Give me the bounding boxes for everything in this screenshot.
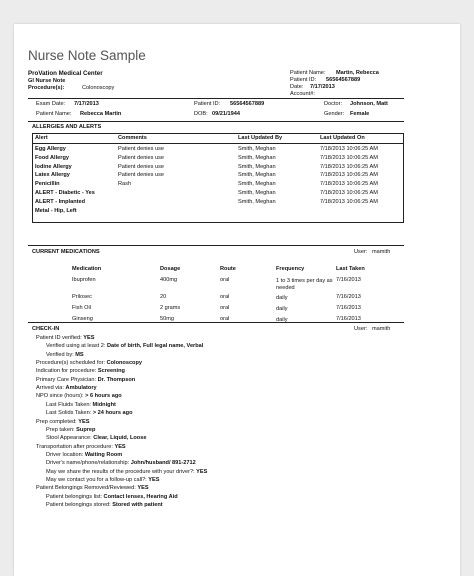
allergy-updated-on: 7/18/2013 10:06:25 AM <box>320 181 378 188</box>
checkin-item-label: Prep taken: <box>46 426 77 433</box>
checkin-item-value: MS <box>75 351 84 358</box>
allergy-alert: Egg Allergy <box>35 146 66 152</box>
note-type: GI Nurse Note <box>28 78 66 84</box>
allergy-updated-by: Smith, Meghan <box>238 198 276 205</box>
checkin-item <box>46 470 207 476</box>
checkin-item-value: Ambulatory <box>65 385 97 392</box>
allergy-comments: Patient denies use <box>118 146 165 152</box>
checkin-item <box>46 461 196 467</box>
checkin-item <box>36 394 122 400</box>
allergy-updated-on: 7/18/2013 10:06:25 AM <box>320 154 378 161</box>
checkin-item <box>46 411 133 417</box>
checkin-item-label: May we contact you for a follow-up call?: <box>46 476 149 483</box>
checkin-item-value: John/husband/ 891-2712 <box>130 460 196 467</box>
patient-name-value: Rebecca Martin <box>80 111 122 117</box>
allergy-updated-by: Smith, Meghan <box>238 190 276 196</box>
allergy-comments: Patient denies use <box>118 163 165 170</box>
exam-date-value: 7/17/2013 <box>74 101 99 107</box>
checkin-item-value: Clear, Liquid, Loose <box>93 435 147 442</box>
medication-dosage: 400mg <box>160 277 178 283</box>
checkin-item-label: Procedure(s) scheduled for: <box>36 360 107 367</box>
medication-route: oral <box>220 277 230 283</box>
medication-last-taken: 7/16/2013 <box>336 277 361 283</box>
patient-name-label: Patient Name: <box>36 111 72 117</box>
checkin-item-label: Verified by: <box>46 351 76 358</box>
allergy-updated-by: Smith, Meghan <box>238 172 276 179</box>
procedure-value: Colonoscopy <box>82 85 115 91</box>
checkin-item <box>36 336 94 342</box>
allergies-heading: ALLERGIES AND ALERTS <box>32 124 102 130</box>
checkin-heading: CHECK-IN <box>32 326 60 332</box>
checkin-item-value: Waiting Room <box>84 451 123 458</box>
dob-label: DOB: <box>194 111 208 117</box>
medication-route: oral <box>220 316 230 322</box>
checkin-item <box>46 503 163 509</box>
header-patient-id-value: 56564567889 <box>326 77 361 83</box>
header-account-label: Account#: <box>290 91 315 97</box>
medications-heading: CURRENT MEDICATIONS <box>32 249 100 255</box>
medication-last-taken: 7/16/2013 <box>336 316 361 322</box>
checkin-item-value: YES <box>78 418 90 425</box>
allergies-col-comments: Comments <box>118 135 147 141</box>
medication-route: oral <box>220 305 230 311</box>
allergy-comments: Patient denies use <box>118 172 165 179</box>
checkin-item <box>36 378 135 384</box>
checkin-item-label: Indication for procedure: <box>36 368 98 375</box>
checkin-item-label: Patient belongings stored: <box>46 502 113 508</box>
divider <box>28 245 404 246</box>
header-date-label: Date: <box>290 84 304 90</box>
checkin-item-value: YES <box>83 335 95 341</box>
procedure-label: Procedure(s): <box>28 85 65 91</box>
checkin-item-label: Stool Appearance: <box>46 435 94 442</box>
medication-frequency: daily <box>276 317 288 323</box>
gender-label: Gender: <box>324 111 345 117</box>
checkin-item <box>46 478 160 484</box>
allergy-alert: Penicillin <box>35 181 60 188</box>
checkin-item <box>36 420 90 426</box>
checkin-item-label: Last Fluids Taken: <box>46 401 93 408</box>
medication-name: Ibuprofen <box>72 277 96 283</box>
document-title: Nurse Note Sample <box>28 48 146 63</box>
allergy-updated-on: 7/18/2013 10:06:25 AM <box>320 163 378 170</box>
medications-user-label: User: <box>354 249 368 255</box>
divider <box>28 121 404 122</box>
header-patient-id-label: Patient ID: <box>290 77 317 83</box>
patient-id-value: 56564567889 <box>230 101 265 107</box>
allergy-alert: Food Allergy <box>35 154 69 161</box>
center-name: ProVation Medical Center <box>28 70 103 77</box>
checkin-item-value: Suprep <box>76 426 96 433</box>
checkin-item-value: Screening <box>97 368 125 375</box>
exam-date-label: Exam Date: <box>36 101 66 107</box>
medication-dosage: 2 grams <box>160 305 181 311</box>
checkin-item <box>46 453 122 459</box>
checkin-user-label: User: <box>354 326 368 332</box>
checkin-item-value: > 24 hours ago <box>92 410 133 417</box>
medication-frequency: daily <box>276 295 288 301</box>
gender-value: Female <box>350 111 370 117</box>
checkin-item-label: Patient ID verified: <box>36 335 84 341</box>
checkin-item-label: Verified using at least 2: <box>46 343 107 350</box>
allergy-alert: Latex Allergy <box>35 172 70 179</box>
meds-col-last-taken: Last Taken <box>336 266 365 272</box>
checkin-item-label: Patient belongings list: <box>46 493 104 500</box>
checkin-item-label: Last Solids Taken: <box>46 410 93 417</box>
checkin-item-label: Driver's name/phone/relationship: <box>46 460 131 467</box>
allergies-col-on: Last Updated On <box>320 135 365 141</box>
allergy-alert-continued: Metal - Hip, Left <box>35 207 77 214</box>
checkin-item-value: Stored with patient <box>112 502 163 508</box>
allergy-updated-by: Smith, Meghan <box>238 154 276 161</box>
checkin-item-value: YES <box>114 443 126 450</box>
meds-col-medication: Medication <box>72 266 102 272</box>
divider <box>28 322 404 323</box>
allergy-updated-by: Smith, Meghan <box>238 146 276 152</box>
checkin-item-label: Primary Care Physician: <box>36 376 98 383</box>
checkin-item-value: Colonoscopy <box>106 360 143 367</box>
checkin-item <box>36 361 142 367</box>
checkin-item <box>46 428 95 434</box>
doctor-value: Johnson, Matt <box>350 101 388 107</box>
medication-dosage: 50mg <box>160 316 174 322</box>
checkin-item <box>46 495 178 501</box>
checkin-item-value: Contact lenses, Hearing Aid <box>103 493 178 500</box>
allergy-updated-by: Smith, Meghan <box>238 163 276 170</box>
checkin-item-label: NPO since (hours): <box>36 393 86 400</box>
header-date-value: 7/17/2013 <box>310 84 335 90</box>
medication-name: Ginseng <box>72 316 93 322</box>
patient-id-label: Patient ID: <box>194 101 221 107</box>
allergy-updated-on: 7/18/2013 10:06:25 AM <box>320 190 378 196</box>
allergy-comments: Patient denies use <box>118 154 165 161</box>
checkin-item-value: YES <box>196 468 208 475</box>
document-page <box>14 24 460 576</box>
allergy-updated-by: Smith, Meghan <box>238 181 276 188</box>
medications-user-value: mamith <box>372 249 391 255</box>
allergy-alert: ALERT - Diabetic - Yes <box>35 190 95 196</box>
checkin-item-value: Date of birth, Full legal name, Verbal <box>106 343 204 350</box>
checkin-item-label: Arrived via: <box>36 385 66 392</box>
checkin-item <box>36 386 97 392</box>
checkin-item <box>46 344 203 350</box>
checkin-item <box>36 369 125 375</box>
header-patient-name-value: Martin, Rebecca <box>336 70 379 76</box>
checkin-item-label: Patient Belongings Removed/Reviewed: <box>36 485 138 492</box>
divider <box>28 98 404 99</box>
dob-value: 09/21/1944 <box>212 111 240 117</box>
meds-col-dosage: Dosage <box>160 266 181 272</box>
checkin-item-label: Driver location: <box>46 451 85 458</box>
checkin-user-value: mamith <box>372 326 391 332</box>
medication-name: Prilosec <box>72 294 92 300</box>
allergy-updated-on: 7/18/2013 10:06:25 AM <box>320 172 378 179</box>
medication-last-taken: 7/16/2013 <box>336 294 361 300</box>
checkin-item <box>46 353 84 359</box>
checkin-item <box>46 436 146 442</box>
checkin-item-label: May we share the results of the procedure with your driver?: <box>46 468 197 475</box>
allergy-alert: Iodine Allergy <box>35 163 72 170</box>
checkin-item-label: Transportation after procedure: <box>36 443 115 450</box>
allergies-header-rule <box>32 143 404 144</box>
allergies-col-alert: Alert <box>35 135 48 141</box>
checkin-item-value: YES <box>137 485 149 492</box>
meds-col-frequency: Frequency <box>276 266 305 272</box>
header-patient-name-label: Patient Name: <box>290 70 326 76</box>
medication-frequency: daily <box>276 306 288 312</box>
medication-frequency: 1 to 3 times per day as needed <box>276 278 333 291</box>
meds-col-route: Route <box>220 266 236 272</box>
medication-last-taken: 7/16/2013 <box>336 305 361 311</box>
allergy-updated-on: 7/18/2013 10:06:25 AM <box>320 146 378 152</box>
checkin-item-value: Midnight <box>92 401 116 408</box>
medication-name: Fish Oil <box>72 305 91 311</box>
doctor-label: Doctor: <box>324 101 343 107</box>
checkin-item-value: > 6 hours ago <box>85 393 122 400</box>
allergy-updated-on: 7/18/2013 10:06:25 AM <box>320 198 378 205</box>
medication-route: oral <box>220 294 230 300</box>
checkin-item <box>36 486 149 492</box>
checkin-item-label: Prep completed: <box>36 418 79 425</box>
medication-dosage: 20 <box>160 294 167 300</box>
checkin-item-value: YES <box>148 476 160 483</box>
checkin-item-value: Dr. Thompson <box>97 376 136 383</box>
allergy-comments: Rash <box>118 181 132 188</box>
checkin-item <box>46 403 116 409</box>
allergies-col-by: Last Updated By <box>238 135 283 141</box>
allergy-alert: ALERT - Implanted <box>35 198 86 205</box>
checkin-item <box>36 445 126 451</box>
